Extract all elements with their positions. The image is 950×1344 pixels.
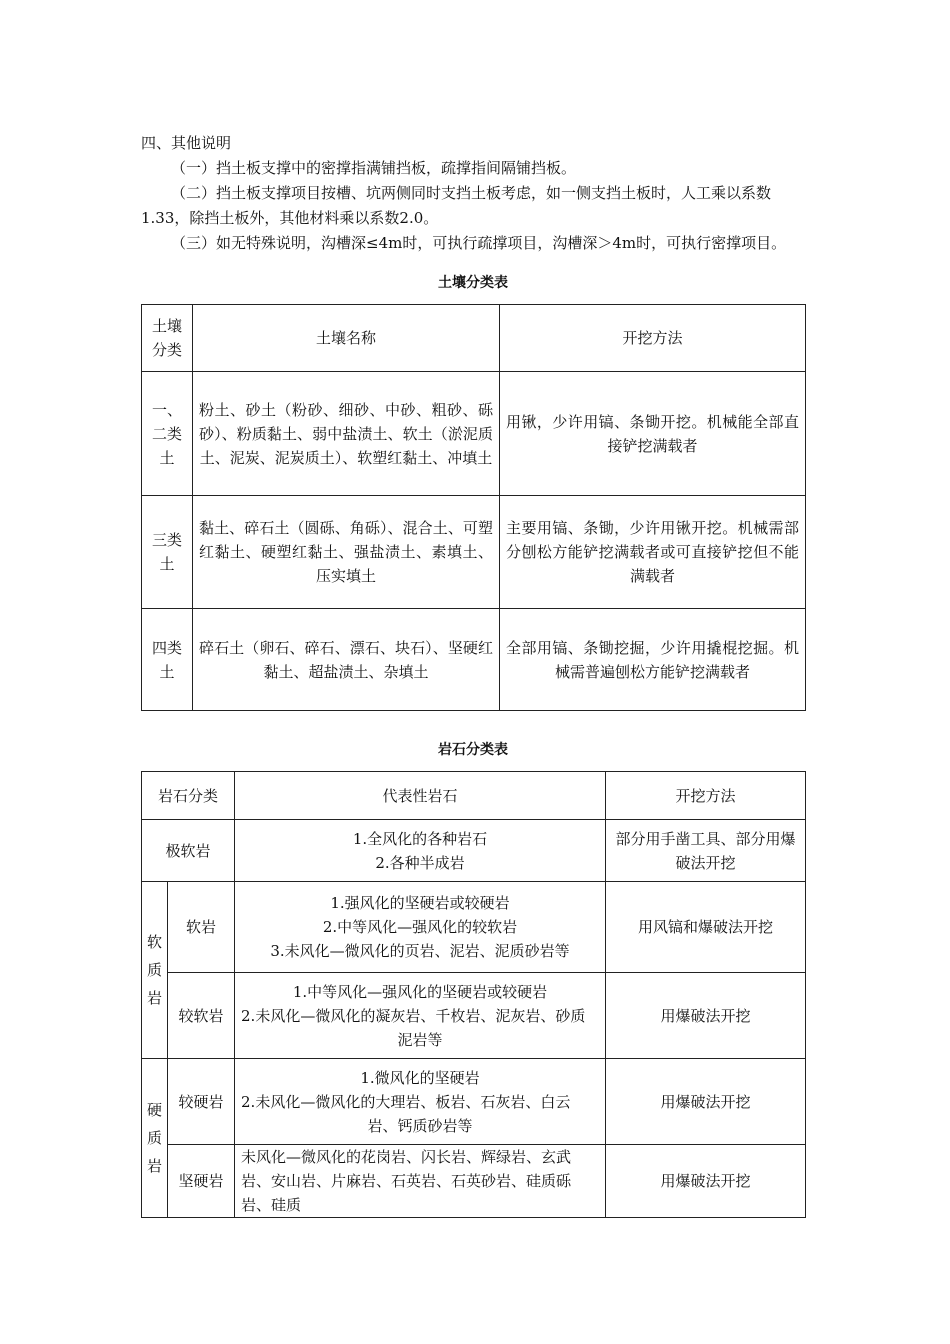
- soil-class-cell: 三类土: [142, 496, 193, 609]
- excavation-method-cell: 用爆破法开挖: [606, 973, 806, 1059]
- table-row: [142, 609, 806, 711]
- representative-rocks-cell: [235, 1059, 606, 1145]
- representative-rocks-cell: 未风化—微风化的花岗岩、闪长岩、辉绿岩、玄武岩、安山岩、片麻岩、石英岩、石英砂岩、硅质砾岩、硅质: [235, 1145, 606, 1218]
- notes-heading: 四、其他说明: [141, 134, 232, 152]
- hard-rock-group-label: 硬 质 岩: [142, 1059, 168, 1218]
- soil-class-cell: 四类土: [142, 609, 193, 711]
- table-header-row: [142, 772, 806, 820]
- excavation-method-cell: 部分用手凿工具、部分用爆破法开挖: [606, 820, 806, 882]
- header-rock-class: 岩石分类: [142, 772, 235, 820]
- excavation-method-cell: 用爆破法开挖: [606, 1145, 806, 1218]
- table-row: [142, 820, 806, 882]
- table-row: [142, 1059, 806, 1145]
- rock-line: 1.微风化的坚硬岩: [360, 1068, 480, 1087]
- soil-name-cell: 粉土、砂土（粉砂、细砂、中砂、粗砂、砾砂）、粉质黏土、弱中盐渍土、软土（淤泥质土、泥炭、泥炭质土）、软塑红黏土、冲填土: [193, 372, 500, 496]
- rock-line: 1.中等风化—强风化的坚硬岩或较硬岩: [292, 982, 548, 1001]
- header-soil-name: 土壤名称: [193, 305, 500, 372]
- rock-table-caption: 岩石分类表: [438, 742, 508, 758]
- excavation-method-cell: 主要用镐、条锄，少许用锹开挖。机械需部分刨松方能铲挖满载者或可直接铲挖但不能满载者: [500, 496, 806, 609]
- rock-classification-table: [141, 771, 806, 1218]
- soil-name-cell: 碎石土（卵石、碎石、漂石、块石）、坚硬红黏土、超盐渍土、杂填土: [193, 609, 500, 711]
- note-item-1: （一）挡土板支撑中的密撑指满铺挡板，疏撑指间隔铺挡板。: [171, 159, 577, 177]
- table-row: [142, 882, 806, 973]
- note-item-3: （三）如无特殊说明，沟槽深≤4m时，可执行疏撑项目，沟槽深＞4m时，可执行密撑项目。: [171, 234, 787, 252]
- table-row: [142, 496, 806, 609]
- excavation-method-cell: 用风镐和爆破法开挖: [606, 882, 806, 973]
- rock-line: 1.强风化的坚硬岩或较硬岩: [330, 894, 510, 912]
- representative-rocks-cell: [235, 973, 606, 1059]
- rock-line: 2.各种半成岩: [375, 853, 465, 872]
- soil-name-cell: 黏土、碎石土（圆砾、角砾）、混合土、可塑红黏土、硬塑红黏土、强盐渍土、素填土、压实填土: [193, 496, 500, 609]
- note-item-2-line-2: 1.33，除挡土板外，其他材料乘以系数2.0。: [141, 209, 439, 227]
- table-row: [142, 973, 806, 1059]
- other-notes-section: [141, 131, 811, 256]
- rock-class-cell: 坚硬岩: [168, 1145, 235, 1218]
- rock-line: 1.全风化的各种岩石: [352, 829, 488, 848]
- table-row: [142, 372, 806, 496]
- rock-line: 2.未风化—微风化的大理岩、板岩、石灰岩、白云岩、钙质砂岩等: [241, 1092, 571, 1135]
- rock-class-cell: 极软岩: [142, 820, 235, 882]
- table-row: [142, 1145, 806, 1218]
- excavation-method-cell: 用锹，少许用镐、条锄开挖。机械能全部直接铲挖满载者: [500, 372, 806, 496]
- rock-class-cell: 软岩: [168, 882, 235, 973]
- soil-class-cell: 一、二类土: [142, 372, 193, 496]
- soil-classification-table: [141, 304, 806, 711]
- rock-line: 2.中等风化—强风化的较软岩: [322, 918, 518, 936]
- header-representative-rocks: 代表性岩石: [235, 772, 606, 820]
- rock-class-cell: 较硬岩: [168, 1059, 235, 1145]
- excavation-method-cell: 全部用镐、条锄挖掘，少许用撬棍挖掘。机械需普遍刨松方能铲挖满载者: [500, 609, 806, 711]
- rock-line: 3.未风化—微风化的页岩、泥岩、泥质砂岩等: [270, 942, 570, 960]
- representative-rocks-cell: [235, 820, 606, 882]
- rock-class-cell: 较软岩: [168, 973, 235, 1059]
- excavation-method-cell: 用爆破法开挖: [606, 1059, 806, 1145]
- table-header-row: [142, 305, 806, 372]
- header-excavation-method: 开挖方法: [606, 772, 806, 820]
- header-soil-class: 土壤分类: [142, 305, 193, 372]
- header-excavation-method: 开挖方法: [500, 305, 806, 372]
- soil-table-caption: 土壤分类表: [438, 275, 508, 291]
- rock-line: 2.未风化—微风化的凝灰岩、千枚岩、泥灰岩、砂质泥岩等: [241, 1006, 586, 1049]
- representative-rocks-cell: [235, 882, 606, 973]
- soft-rock-group-label: 软 质 岩: [142, 882, 168, 1059]
- note-item-2-line-1: （二）挡土板支撑项目按槽、坑两侧同时支挡土板考虑，如一侧支挡土板时，人工乘以系数: [171, 184, 772, 202]
